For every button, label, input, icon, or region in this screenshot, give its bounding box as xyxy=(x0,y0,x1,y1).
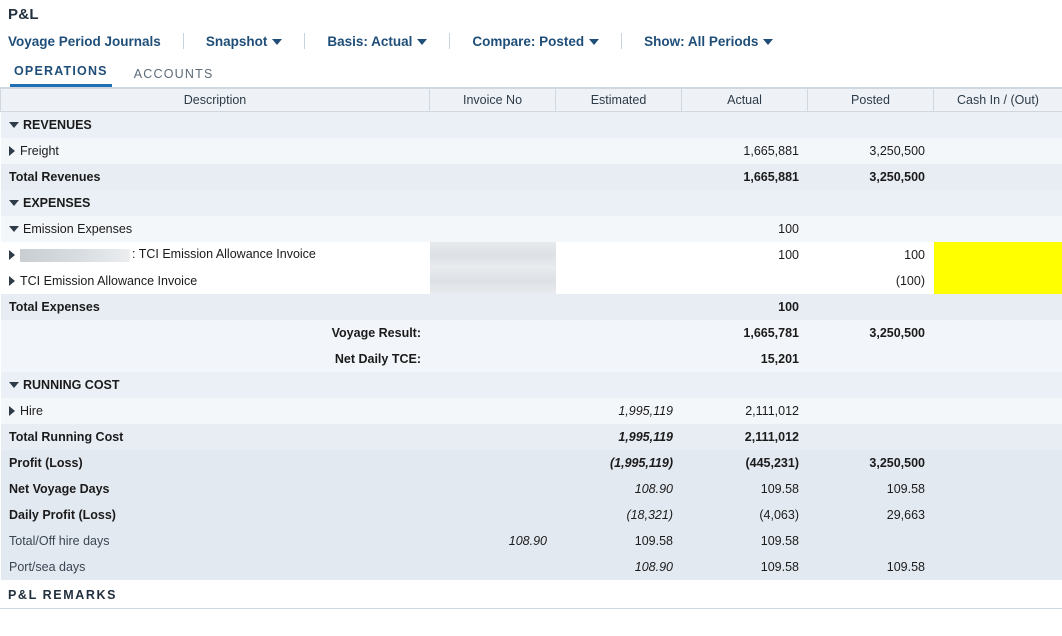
cell-posted: 3,250,500 xyxy=(808,450,934,476)
chevron-down-icon xyxy=(763,39,773,45)
chevron-down-icon[interactable] xyxy=(9,382,19,388)
table-row[interactable] xyxy=(1,398,1062,424)
row-description: Port/sea days xyxy=(1,554,430,580)
cell-posted xyxy=(808,398,934,424)
cell-posted xyxy=(808,294,934,320)
row-description: Total/Off hire days xyxy=(1,528,430,554)
toolbar-item-show-periods[interactable] xyxy=(644,34,773,49)
cell-actual: 100 xyxy=(682,216,808,242)
toolbar-item-basis[interactable] xyxy=(327,34,427,49)
cell-posted: 100 xyxy=(808,242,934,268)
row-description: Net Voyage Days xyxy=(1,476,430,502)
table-row[interactable] xyxy=(1,164,1062,190)
toolbar-item-voyage-period-journals[interactable] xyxy=(8,34,161,49)
chevron-down-icon[interactable] xyxy=(9,200,19,206)
cell-cash xyxy=(934,164,1062,190)
cell-actual: 1,665,881 xyxy=(682,138,808,164)
row-label: Emission Expenses xyxy=(23,221,133,236)
cell-invoice-no xyxy=(430,268,556,294)
cell-cash xyxy=(934,502,1062,528)
row-description: Total Running Cost xyxy=(1,424,430,450)
row-description[interactable] xyxy=(1,190,430,216)
toolbar-item-snapshot[interactable] xyxy=(206,34,283,49)
cell-actual: 109.58 xyxy=(682,554,808,580)
cell-invoice-no xyxy=(430,138,556,164)
cell-actual: 2,111,012 xyxy=(682,398,808,424)
cell-actual: (4,063) xyxy=(682,502,808,528)
chevron-right-icon[interactable] xyxy=(9,146,15,156)
cell-invoice-no xyxy=(430,112,556,138)
row-label: REVENUES xyxy=(23,117,92,132)
row-description[interactable] xyxy=(1,268,430,294)
pnl-grid xyxy=(0,88,1062,580)
column-header-invoice-no[interactable]: Invoice No xyxy=(430,89,556,112)
cell-cash xyxy=(934,320,1062,346)
table-row[interactable] xyxy=(1,216,1062,242)
cell-estimated: (1,995,119) xyxy=(556,450,682,476)
cell-actual: 2,111,012 xyxy=(682,424,808,450)
row-description: Voyage Result: xyxy=(1,320,430,346)
toolbar-item-compare[interactable] xyxy=(472,34,599,49)
cell-estimated xyxy=(556,346,682,372)
cell-invoice-no xyxy=(430,554,556,580)
cell-cash xyxy=(934,398,1062,424)
row-description[interactable] xyxy=(1,372,430,398)
cell-estimated xyxy=(556,372,682,398)
cell-cash xyxy=(934,294,1062,320)
table-row[interactable] xyxy=(1,242,1062,268)
row-description: Daily Profit (Loss) xyxy=(1,502,430,528)
cell-invoice-no xyxy=(430,216,556,242)
cell-cash xyxy=(934,450,1062,476)
row-label: Hire xyxy=(20,403,43,418)
cell-posted: 109.58 xyxy=(808,476,934,502)
tab-operations[interactable]: OPERATIONS xyxy=(10,62,112,87)
cell-posted xyxy=(808,190,934,216)
table-row[interactable] xyxy=(1,112,1062,138)
row-label: RUNNING COST xyxy=(23,377,120,392)
row-description: Profit (Loss) xyxy=(1,450,430,476)
cell-actual: 109.58 xyxy=(682,476,808,502)
cell-cash xyxy=(934,554,1062,580)
table-row[interactable] xyxy=(1,554,1062,580)
cell-actual: 1,665,781 xyxy=(682,320,808,346)
cell-posted: 3,250,500 xyxy=(808,164,934,190)
cell-invoice-no xyxy=(430,450,556,476)
row-label: Freight xyxy=(20,143,59,158)
cell-actual: 1,665,881 xyxy=(682,164,808,190)
row-description[interactable] xyxy=(1,112,430,138)
toolbar-divider xyxy=(183,33,184,49)
cell-invoice-no xyxy=(430,398,556,424)
cell-estimated xyxy=(556,320,682,346)
remarks-section-title: P&L REMARKS xyxy=(8,587,118,602)
row-description[interactable] xyxy=(1,242,430,268)
cell-posted: 3,250,500 xyxy=(808,320,934,346)
page-title: P&L xyxy=(8,6,39,23)
cell-estimated xyxy=(556,190,682,216)
chevron-right-icon[interactable] xyxy=(9,250,15,260)
cell-invoice-no xyxy=(430,502,556,528)
table-row[interactable] xyxy=(1,502,1062,528)
table-row[interactable] xyxy=(1,138,1062,164)
cell-posted: (100) xyxy=(808,268,934,294)
cell-cash xyxy=(934,424,1062,450)
cell-actual xyxy=(682,268,808,294)
cell-invoice-no xyxy=(430,320,556,346)
redacted-text xyxy=(20,249,130,262)
table-row[interactable] xyxy=(1,450,1062,476)
cell-posted: 3,250,500 xyxy=(808,138,934,164)
cell-invoice-no xyxy=(430,164,556,190)
chevron-down-icon[interactable] xyxy=(9,226,19,232)
cell-posted xyxy=(808,424,934,450)
toolbar xyxy=(0,27,1062,58)
cell-estimated xyxy=(556,216,682,242)
cell-cash xyxy=(934,112,1062,138)
cell-cash xyxy=(934,476,1062,502)
cell-cash xyxy=(934,268,1062,294)
cell-invoice-no xyxy=(430,190,556,216)
grid-header-row xyxy=(1,89,1062,112)
chevron-down-icon xyxy=(272,39,282,45)
cell-estimated xyxy=(556,112,682,138)
cell-actual: 15,201 xyxy=(682,346,808,372)
cell-cash xyxy=(934,372,1062,398)
toolbar-item-label: Voyage Period Journals xyxy=(8,33,161,49)
table-row[interactable] xyxy=(1,372,1062,398)
cell-posted xyxy=(808,372,934,398)
cell-posted: 109.58 xyxy=(808,554,934,580)
cell-posted xyxy=(808,346,934,372)
cell-estimated: 108.90 xyxy=(556,476,682,502)
row-description: Net Daily TCE: xyxy=(1,346,430,372)
toolbar-divider xyxy=(304,33,305,49)
table-row[interactable] xyxy=(1,528,1062,554)
cell-posted xyxy=(808,112,934,138)
cell-actual: 109.58 xyxy=(682,528,808,554)
row-description[interactable] xyxy=(1,398,430,424)
cell-invoice-no xyxy=(430,294,556,320)
cell-actual: 100 xyxy=(682,242,808,268)
column-header-actual[interactable]: Actual xyxy=(682,89,808,112)
cell-actual: (445,231) xyxy=(682,450,808,476)
cell-invoice-no xyxy=(430,346,556,372)
cell-posted xyxy=(808,216,934,242)
cell-cash xyxy=(934,190,1062,216)
cell-estimated: 1,995,119 xyxy=(556,398,682,424)
column-header-posted[interactable]: Posted xyxy=(808,89,934,112)
cell-actual xyxy=(682,190,808,216)
cell-cash xyxy=(934,216,1062,242)
table-row[interactable] xyxy=(1,320,1062,346)
table-row[interactable] xyxy=(1,346,1062,372)
toolbar-item-label: Snapshot xyxy=(205,33,268,49)
chevron-down-icon xyxy=(589,39,599,45)
cell-cash xyxy=(934,346,1062,372)
cell-estimated xyxy=(556,138,682,164)
cell-estimated: 1,995,119 xyxy=(556,424,682,450)
cell-estimated: (18,321) xyxy=(556,502,682,528)
table-row[interactable] xyxy=(1,294,1062,320)
column-header-cash-in-out[interactable]: Cash In / (Out) xyxy=(934,89,1062,112)
toolbar-divider xyxy=(449,33,450,49)
cell-estimated xyxy=(556,268,682,294)
toolbar-item-label: Basis: Actual xyxy=(327,33,413,49)
cell-cash xyxy=(934,242,1062,268)
cell-actual: 100 xyxy=(682,294,808,320)
table-row[interactable] xyxy=(1,190,1062,216)
cell-invoice-no xyxy=(430,476,556,502)
cell-posted xyxy=(808,528,934,554)
cell-estimated xyxy=(556,164,682,190)
table-row[interactable] xyxy=(1,476,1062,502)
cell-invoice-no xyxy=(430,242,556,268)
remarks-divider xyxy=(0,608,1062,609)
toolbar-divider xyxy=(621,33,622,49)
tab-bar xyxy=(0,58,1062,88)
cell-invoice-no: 108.90 xyxy=(430,528,556,554)
toolbar-item-label: Show: All Periods xyxy=(644,33,759,49)
cell-actual xyxy=(682,372,808,398)
table-row[interactable] xyxy=(1,268,1062,294)
row-label: : TCI Emission Allowance Invoice xyxy=(132,247,316,262)
cell-posted: 29,663 xyxy=(808,502,934,528)
cell-invoice-no xyxy=(430,372,556,398)
row-description[interactable] xyxy=(1,138,430,164)
cell-actual xyxy=(682,112,808,138)
chevron-down-icon[interactable] xyxy=(9,122,19,128)
chevron-right-icon[interactable] xyxy=(9,406,15,416)
cell-estimated: 108.90 xyxy=(556,554,682,580)
cell-estimated: 109.58 xyxy=(556,528,682,554)
cell-estimated xyxy=(556,242,682,268)
column-header-estimated[interactable]: Estimated xyxy=(556,89,682,112)
row-label: TCI Emission Allowance Invoice xyxy=(20,273,198,288)
cell-invoice-no xyxy=(430,424,556,450)
chevron-down-icon xyxy=(417,39,427,45)
cell-cash xyxy=(934,528,1062,554)
column-header-description[interactable]: Description xyxy=(1,89,430,112)
table-row[interactable] xyxy=(1,424,1062,450)
cell-cash xyxy=(934,138,1062,164)
chevron-right-icon[interactable] xyxy=(9,276,15,286)
row-description: Total Expenses xyxy=(1,294,430,320)
row-description[interactable] xyxy=(1,216,430,242)
tab-accounts[interactable]: ACCOUNTS xyxy=(133,67,214,81)
toolbar-item-label: Compare: Posted xyxy=(472,33,585,49)
row-label: EXPENSES xyxy=(23,195,91,210)
cell-estimated xyxy=(556,294,682,320)
row-description: Total Revenues xyxy=(1,164,430,190)
